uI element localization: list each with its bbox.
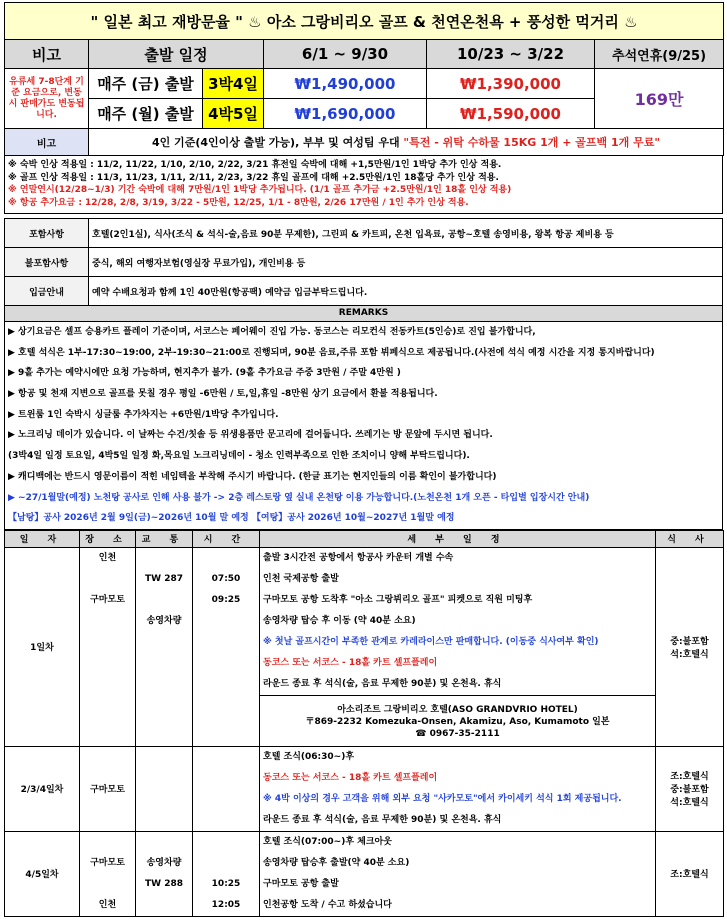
- day-times: [193, 547, 260, 746]
- day-places: [80, 831, 136, 916]
- schedule-table: [4, 530, 724, 917]
- detail-line: 동코스 또는 서코스 - 18홀 카트 셀프플레이: [263, 657, 438, 668]
- place: [83, 874, 132, 895]
- remark-special: "특전 - 위탁 수하물 15KG 1개 + 골프백 1개 무료": [403, 136, 661, 149]
- price-mon-summer: ₩1,690,000: [264, 99, 427, 129]
- tour-page: [4, 2, 723, 917]
- info-row-excluded: [5, 248, 723, 277]
- duration-mon: 4박5일: [203, 99, 264, 129]
- transport: [139, 590, 189, 611]
- info-table: [4, 218, 723, 306]
- header-remark: 비고: [5, 40, 89, 69]
- hotel-name: 아소리조트 그랑비리오 호텔(ASO GRANDVRIO HOTEL): [337, 704, 578, 715]
- place: 구마모토: [90, 594, 125, 605]
- detail-line: 호텔 조식(07:00~)후 체크아웃: [263, 836, 392, 847]
- detail-line: 인천 국제공항 출발: [263, 573, 339, 584]
- info-row-included: [5, 219, 723, 248]
- time: 12:05: [211, 899, 241, 910]
- remarks-title: REMARKS: [4, 306, 723, 322]
- fuel-note: 유류세 7-8단계 기준 요금으로, 변동시 판매가도 변동됩니다.: [5, 69, 89, 129]
- meal: 중:불포함: [670, 636, 709, 647]
- day-meals: [656, 746, 724, 831]
- note-line: ※ 항공 추가요금 : 12/28, 2/8, 3/19, 3/22 - 5만원, 12/25, 1/1 - 8만원, 2/26 17만원 / 1인 추가 인상 적용.: [8, 197, 469, 208]
- day-transport: [136, 831, 193, 916]
- transport: [139, 832, 189, 853]
- time: 10:25: [211, 878, 241, 889]
- detail-line: [263, 590, 652, 611]
- price-fri-summer: ₩1,490,000: [264, 69, 427, 99]
- info-label: 입금안내: [5, 277, 89, 306]
- header-departure: 출발 일정: [89, 40, 264, 69]
- day-details: [260, 547, 656, 746]
- place: 인천: [98, 899, 117, 910]
- meal: 조:호텔식: [670, 870, 709, 881]
- info-label: 포함사항: [5, 219, 89, 248]
- col-detail: 세 부 일 정: [260, 530, 656, 547]
- detail-line: 송영차량 탑승후 출발(약 40분 소요): [263, 857, 410, 868]
- header-chuseok: 추석연휴(9/25): [595, 40, 724, 69]
- time: [196, 548, 256, 569]
- info-text: 중식, 해외 여행자보험(영실장 무료가입), 개인비용 등: [89, 248, 723, 277]
- meal: 조:호텔식: [670, 772, 709, 783]
- remark-item: ▶ 항공 및 천재 지변으로 골프를 못칠 경우 평일 -6만원 / 토,일,휴일 -8만원 상기 요금에서 환불 적용됩니다.: [8, 389, 438, 400]
- remark-item: ▶ 트윈룸 1인 숙박시 싱글룸 추가차지는 +6만원/1박당 추가입니다.: [8, 409, 279, 420]
- price-fri-winter: ₩1,390,000: [427, 69, 595, 99]
- detail-line: 라운드 종료 후 석식(술, 음료 무제한 90분) 및 온천욕. 휴식: [263, 814, 502, 825]
- info-row-deposit: [5, 277, 723, 306]
- remark-item: ▶ 호텔 석식은 1부-17:30~19:00, 2부-19:30~21:00로 진행되며, 90분 음료,주류 포함 뷔페식으로 제공됩니다.(사전에 석식 예정 시간을 지정 통지바랍니다): [8, 347, 655, 358]
- info-text: 예약 수배요청과 함께 1인 40만원(항공팩) 예약금 입금부탁드립니다.: [89, 277, 723, 306]
- transport: 송영차량: [146, 615, 182, 626]
- remark-item: (3박4일 일정 토요일, 4박5일 일정 화,목요일 노크리닝데이 - 청소 인력부족으로 인한 조치이니 양해 부탁드립니다).: [8, 451, 470, 462]
- transport: TW 287: [145, 573, 183, 584]
- time: 07:50: [211, 573, 241, 584]
- day-details: [260, 831, 656, 916]
- day-transport: [136, 746, 193, 831]
- departure-fri: 매주 (금) 출발: [89, 69, 203, 99]
- meal: 석:호텔식: [670, 649, 709, 660]
- header-period-b: 10/23 ~ 3/22: [427, 40, 595, 69]
- col-place: 장 소: [80, 530, 136, 547]
- detail-line: 구마모토 공항 출발: [263, 878, 339, 889]
- remark-item: ▶ 상기요금은 셀프 승용카트 플레이 기준이며, 서코스는 페어웨이 진입 가능. 동코스는 리모컨식 전동카트(5인승)로 진입 불가합니다,: [8, 327, 536, 337]
- transport: [139, 895, 189, 916]
- remark-label: 비고: [5, 129, 89, 156]
- time: [196, 832, 256, 853]
- remark-item: ▶ 캐디백에는 반드시 영문이름이 적힌 네임텍을 부착해 주시기 바랍니다. (한글 표기는 현지인들의 이름 확인이 불가합니다): [8, 471, 497, 482]
- day-label: 2/3/4일차: [5, 746, 80, 831]
- info-text: 호텔(2인1실), 식사(조식 & 석식-술,음료 90분 무제한), 그린피 & 카트피, 온천 입욕료, 공항~호텔 송영비용, 왕복 항공 제비용 등: [89, 219, 723, 248]
- remark-item: ▶ 9홀 추가는 예약시에만 요청 가능하며, 현지추가 불가. (9홀 추가요금 주중 3만원 / 주말 4만원 ): [8, 368, 401, 379]
- page-title: " 일본 최고 재방문율 " ♨ 아소 그랑비리오 골프 & 천연온천욕 + 풍성한 먹거리 ♨: [5, 3, 724, 40]
- day-place: 구마모토: [80, 746, 136, 831]
- col-meal: 식 사: [656, 530, 724, 547]
- day-label: 4/5일차: [5, 831, 80, 916]
- place: [83, 832, 132, 853]
- place: 인천: [98, 552, 117, 563]
- schedule-day-last: [5, 831, 724, 916]
- time: 09:25: [211, 594, 241, 605]
- price-header-row: [5, 40, 724, 69]
- schedule-day-2: [5, 746, 724, 831]
- remark-item: 【남탕】공사 2026년 2월 9일(금)~2026년 10월 말 예정 【여탕】공사 2026년 10월~2027년 1월말 예정: [8, 513, 455, 524]
- note-line: ※ 연말연시(12/28~1/3) 기간 숙박에 대해 7만원/1인 1박당 추가됩니다. (1/1 골프 추가금 +2.5만원/1인 18홀 인상 적용): [8, 185, 512, 195]
- day-details: [260, 746, 656, 831]
- transport: [139, 548, 189, 569]
- hotel-address: 〒869-2232 Komezuka-Onsen, Akamizu, Aso, Kumamoto 일본: [305, 716, 610, 727]
- detail-line: 인천공항 도착 / 수고 하셨습니다: [263, 899, 392, 910]
- detail-line: 호텔 조식(06:30~)후: [263, 751, 355, 762]
- day-meals: [656, 547, 724, 746]
- remark-row: [5, 129, 724, 156]
- day-meals: [656, 831, 724, 916]
- place: [83, 569, 132, 590]
- detail-line: 동코스 또는 서코스 - 18홀 카트 셀프플레이: [263, 772, 438, 783]
- note-line: ※ 골프 인상 적용일 : 11/3, 11/23, 1/11, 2/11, 2/23, 3/22 휴일 골프에 대해 +2.5만원/1인 18홀당 추가 인상 적용.: [8, 172, 499, 183]
- transport: TW 288: [145, 878, 183, 889]
- departure-mon: 매주 (월) 출발: [89, 99, 203, 129]
- remark-item: ▶ 노크리닝 데이가 있습니다. 이 날짜는 수건/칫솔 등 위생용품만 문고리에 걸어둡니다. 쓰레기는 방 문앞에 두시면 됩니다.: [8, 430, 493, 441]
- detail-line: 송영차량 탑승 후 이동 (약 40분 소요): [263, 615, 416, 626]
- time: [196, 853, 256, 874]
- price-row-fri: [5, 69, 724, 99]
- duration-fri: 3박4일: [203, 69, 264, 99]
- surcharge-notes: [4, 156, 723, 214]
- day-label: 1일차: [5, 547, 80, 746]
- day-transport: [136, 547, 193, 746]
- schedule-day-1: [5, 547, 724, 746]
- detail-line: 라운드 종료 후 석식(술, 음료 무제한 90분) 및 온천욕. 휴식: [263, 678, 502, 689]
- place: 구마모토: [90, 857, 125, 868]
- header-period-a: 6/1 ~ 9/30: [264, 40, 427, 69]
- detail-line: ※ 첫날 골프시간이 부족한 관계로 카레라이스만 판매합니다. (이동중 식사여부 확인): [263, 636, 599, 647]
- hotel-info: [260, 695, 655, 746]
- detail-text: 구마모토 공항 도착후 "아소 그랑뷔리오 골프" 피켓으로 직원 미팅후: [263, 594, 533, 605]
- col-transport: 교 통: [136, 530, 193, 547]
- detail-line: 출발 3시간전 공항에서 항공사 카운터 개별 수속: [263, 552, 454, 563]
- remark-item: ▶ ~27/1월말(예정) 노천탕 공사로 인해 사용 불가 -> 2층 레스토랑 옆 실내 온천탕 이용 가능합니다.(노천온천 1개 오픈 - 타입별 입장시간 안내): [8, 492, 590, 503]
- hotel-phone: ☎ 0967-35-2111: [415, 728, 500, 739]
- day-times: [193, 746, 260, 831]
- col-time: 시 간: [193, 530, 260, 547]
- schedule-header: [5, 530, 724, 547]
- meal: 석:호텔식: [670, 798, 709, 809]
- detail-line: ※ 4박 이상의 경우 고객을 위해 외부 요청 "사카모토"에서 카이세키 석식 1회 제공됩니다.: [263, 793, 622, 804]
- day-times: [193, 831, 260, 916]
- chuseok-price: 169만: [595, 69, 724, 129]
- day-places: [80, 547, 136, 746]
- info-label: 불포함사항: [5, 248, 89, 277]
- meal: 중:불포함: [670, 785, 709, 796]
- note-line: ※ 숙박 인상 적용일 : 11/2, 11/22, 1/10, 2/10, 2/22, 3/21 휴전일 숙박에 대해 +1,5만원/1인 1박당 추가 인상 적용.: [8, 160, 502, 170]
- col-day: 일 자: [5, 530, 80, 547]
- price-mon-winter: ₩1,590,000: [427, 99, 595, 129]
- price-table: [4, 2, 724, 156]
- remarks-list: [4, 322, 723, 530]
- remark-text: 4인 기준(4인이상 출발 가능), 부부 및 여성팀 우대: [151, 136, 400, 149]
- transport: 송영차량: [146, 857, 182, 868]
